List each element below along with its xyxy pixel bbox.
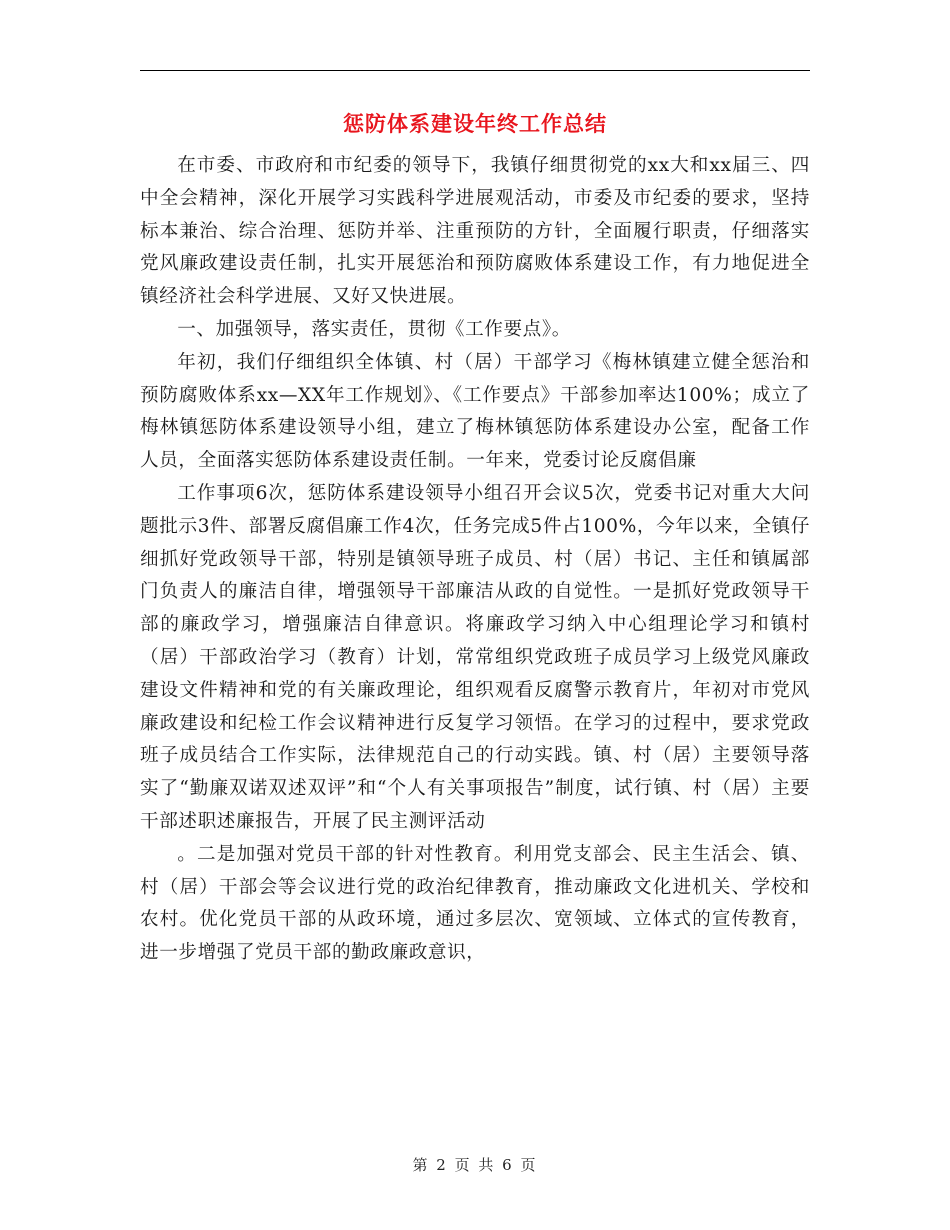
section-heading: 一、加强领导，落实责任，贯彻《工作要点》。 [177,318,571,340]
page-number: 第 2 页 共 6 页 [412,1156,538,1174]
document-title: 惩防体系建设年终工作总结 [343,111,607,136]
header-rule [140,70,810,71]
body-paragraph: 。二是加强对党员干部的针对性教育。利用党支部会、民主生活会、镇、村（居）干部会等会议进行党的政治纪律教育，推动廉政文化进机关、学校和农村。优化党员干部的从政环境，通过多层次、宽领域、立体式的宣传教育，进一步增强了党员干部的勤政廉政意识， [140,843,810,964]
body-paragraph: 年初，我们仔细组织全体镇、村（居）干部学习《梅林镇建立健全惩治和预防腐败体系xx—XX年工作规划》、《工作要点》干部参加率达100%；成立了梅林镇惩防体系建设领导小组，建立了梅林镇惩防体系建设办公室，配备工作人员，全面落实惩防体系建设责任制。一年来，党委讨论反腐倡廉 [140,351,810,472]
document-body [140,150,810,970]
intro-paragraph: 在市委、市政府和市纪委的领导下，我镇仔细贯彻党的xx大和xx届三、四中全会精神，深化开展学习实践科学进展观活动，市委及市纪委的要求，坚持标本兼治、综合治理、惩防并举、注重预防的方针，全面履行职责，仔细落实党风廉政建设责任制，扎实开展惩治和预防腐败体系建设工作，有力地促进全镇经济社会科学进展、又好又快进展。 [140,155,810,308]
body-paragraph: 工作事项6次，惩防体系建设领导小组召开会议5次，党委书记对重大大问题批示3件、部署反腐倡廉工作4次，任务完成5件占100%，今年以来，全镇仔细抓好党政领导干部，特别是镇领导班子成员、村（居）书记、主任和镇属部门负责人的廉洁自律，增强领导干部廉洁从政的自觉性。一是抓好党政领导干部的廉政学习，增强廉洁自律意识。将廉政学习纳入中心组理论学习和镇村（居）干部政治学习（教育）计划，常常组织党政班子成员学习上级党风廉政建设文件精神和党的有关廉政理论，组织观看反腐警示教育片，年初对市党风廉政建设和纪检工作会议精神进行反复学习领悟。在学习的过程中，要求党政班子成员结合工作实际，法律规范自己的行动实践。镇、村（居）主要领导落实了“勤廉双诺双述双评”和“个人有关事项报告”制度，试行镇、村（居）主要干部述职述廉报告，开展了民主测评活动 [140,482,810,832]
